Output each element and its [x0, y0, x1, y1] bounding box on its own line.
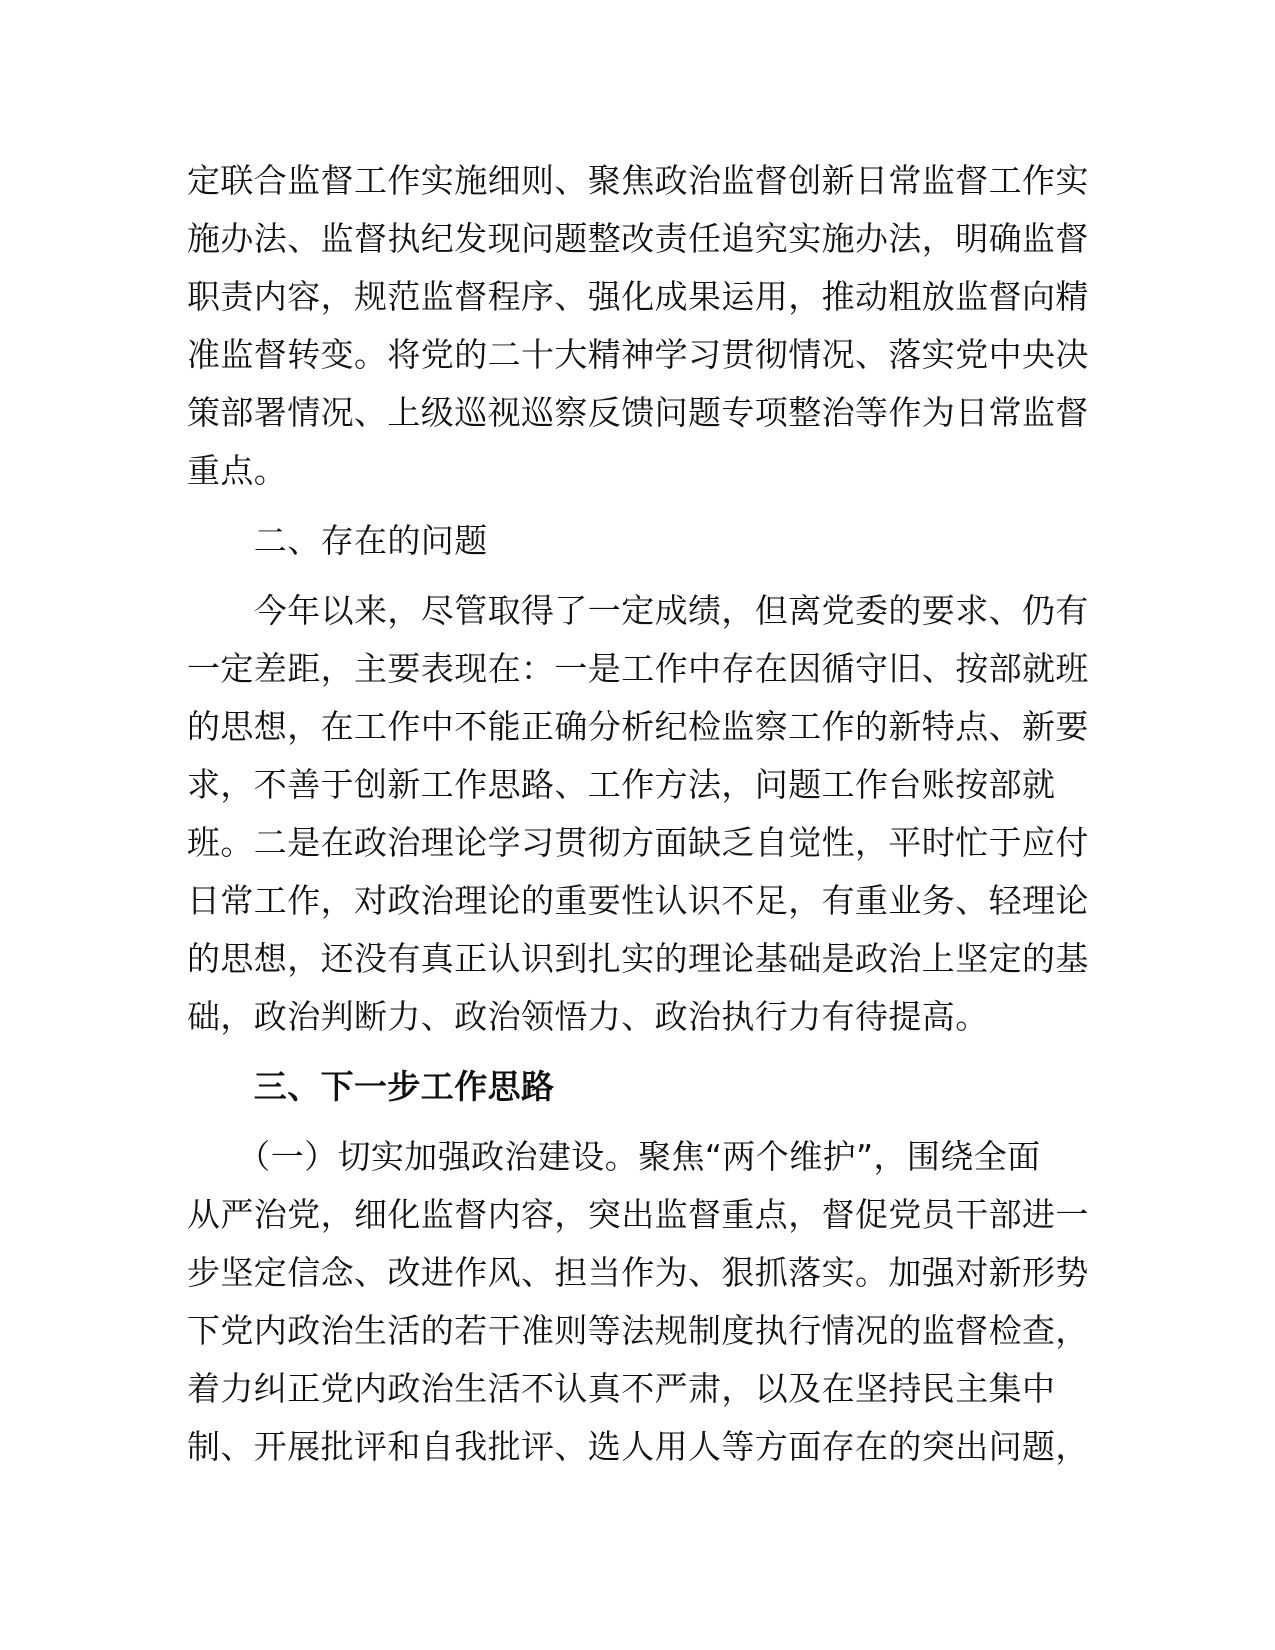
text-line: 重点。 — [187, 451, 288, 490]
text-line: 下党内政治生活的若干准则等法规制度执行情况的监督检查， — [187, 1311, 1089, 1350]
paragraph-political-construction — [187, 1128, 1087, 1476]
section-heading-next-steps: 三、下一步工作思路 — [187, 1067, 555, 1106]
text-line: 步坚定信念、改进作风、担当作为、狠抓落实。加强对新形势 — [187, 1253, 1089, 1292]
section-heading-existing-problems: 二、存在的问题 — [187, 521, 488, 560]
text-line: 求，不善于创新工作思路、工作方法，问题工作台账按部就 — [187, 765, 1056, 804]
text-line: 一定差距，主要表现在：一是工作中存在因循守旧、按部就班 — [187, 649, 1089, 688]
text-line: 日常工作，对政治理论的重要性认识不足，有重业务、轻理论 — [187, 881, 1089, 920]
paragraph-supervision-rules — [187, 152, 1087, 500]
text-line: （一）切实加强政治建设。聚焦“两个维护”，围绕全面 — [187, 1137, 1041, 1176]
paragraph-existing-problems — [187, 582, 1087, 1046]
text-line: 础，政治判断力、政治领悟力、政治执行力有待提高。 — [187, 997, 989, 1036]
text-line: 今年以来，尽管取得了一定成绩，但离党委的要求、仍有 — [187, 591, 1089, 630]
text-line: 职责内容，规范监督程序、强化成果运用，推动粗放监督向精 — [187, 277, 1089, 316]
text-line: 从严治党，细化监督内容，突出监督重点，督促党员干部进一 — [187, 1195, 1089, 1234]
text-line: 班。二是在政治理论学习贯彻方面缺乏自觉性，平时忙于应付 — [187, 823, 1089, 862]
text-line: 的思想，在工作中不能正确分析纪检监察工作的新特点、新要 — [187, 707, 1089, 746]
text-line: 施办法、监督执纪发现问题整改责任追究实施办法，明确监督 — [187, 219, 1089, 258]
text-line: 准监督转变。将党的二十大精神学习贯彻情况、落实党中央决 — [187, 335, 1089, 374]
text-line: 的思想，还没有真正认识到扎实的理论基础是政治上坚定的基 — [187, 939, 1089, 978]
text-line: 策部署情况、上级巡视巡察反馈问题专项整治等作为日常监督 — [187, 393, 1089, 432]
text-line: 制、开展批评和自我批评、选人用人等方面存在的突出问题， — [187, 1427, 1089, 1466]
document-body — [187, 152, 1087, 1476]
text-line: 着力纠正党内政治生活不认真不严肃，以及在坚持民主集中 — [187, 1369, 1056, 1408]
text-line: 定联合监督工作实施细则、聚焦政治监督创新日常监督工作实 — [187, 161, 1089, 200]
